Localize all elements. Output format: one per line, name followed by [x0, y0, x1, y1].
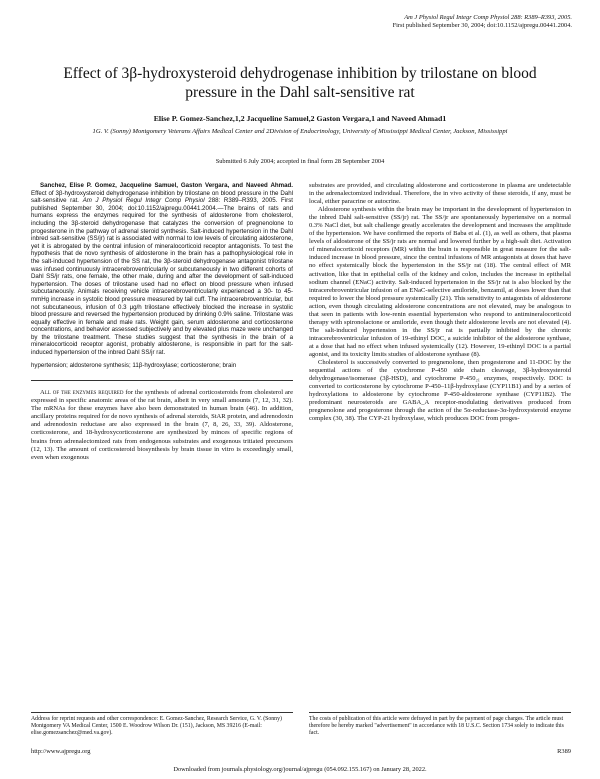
abstract-text: The brains of rats and humans express the enzymes required for the synthesis of aldosterone from cholesterol, including the 3β-steroid dehydrogenase that catalyzes the conversion of pregnenolone to progesterone in the pathway of adrenal steroid synthesis. Salt-induced hypertension in the Dahl inbred salt-sensitive (SS/jr) rat is associated with normal to low levels of circulating aldosterone, yet it is abrogated by the central infusion of mineralocorticoid receptor antagonists. To test the hypothesis that de novo synthesis of aldosterone in the brain has a pathophysiological role in the salt-induced hypertension of the SS rat, the 3β-steroid dehydrogenase antagonist trilostane was infused continuously intracerebroventricularly or subcutaneously in two different cohorts of Dahl SS/jr rats, one female, the other male, during and after the development of salt-induced hypertension. The doses of trilostane used had no effect on blood pressure when infused subcutaneously. Animals receiving vehicle intracerebroventricularly experienced a 30- to 45-mmHg increase in systolic blood pressure measured by tail cuff. The intracerebroventricular, but not subcutaneous, infusion of 0.3 μg/h trilostane effectively blocked the increase in systolic blood pressure and reversed the hypertension produced by drinking 0.9% saline. Trilostane was equally effective in female and male rats. Weight gain, serum aldosterone and corticosterone concentrations, and behavior assessed subjectively and by elevated plus maze were unchanged by the trilostane treatment. These studies suggest that the synthesis in the brain of a mineralocorticoid receptor agonist, probably aldosterone, is responsible in part for the salt-induced hypertension of the inbred Dahl SS/jr rat. — [31, 204, 293, 357]
page-charges-footnote: The costs of publication of this article were defrayed in part by the payment of page charges. The article must therefore be hereby marked "advertisement" in accordance with 18 U.S.C. Section 1734 solely to indicate this fact. — [309, 712, 571, 737]
journal-citation: Am J Physiol Regul Integr Comp Physiol 288: R389–R393, 2005. — [404, 14, 572, 21]
journal-header — [393, 14, 572, 30]
intro-text — [31, 389, 293, 461]
article-title: Effect of 3β-hydroxysteroid dehydrogenase inhibition by trilostane on blood pressure in the Dahl salt-sensitive rat — [63, 65, 537, 101]
intro-paragraph-1: for the synthesis of adrenal corticosteroids from cholesterol are expressed in specific anatomic areas of the rat brain, albeit in very small amounts (7, 12, 31, 32). The mRNAs for these enzymes have also been demonstrated in human brain (46). In addition, ancillary proteins required for de novo synthesis of adrenal steroids, StAR protein, and adrenodoxin and adrenodoxin reductase are also expressed in the brain (7, 8, 26, 33, 39). Aldosterone, corticosterone, and 18-hydroxycorticosterone are synthesized by minces of specific regions of brains from adrenalectomized rats from endogenous substrates and exogenous tritiated precursors (12, 13). The amount of corticosteroid biosynthesis by brain tissue in vitro is exceedingly small, even when exogenous — [31, 389, 293, 461]
body-paragraph-3: Cholesterol is successively converted to pregnenolone, then progesterone and 11-DOC by the sequential actions of the cytochrome P-450 side chain cleavage, 3β-hydroxysteroid dehydrogenase/isomerase (3β-HSD), and cytochrome P-450₂₁ enzymes, respectively. DOC is converted to corticosterone by cytochrome P-450–11β-hydroxylase (CYP11B1) and by a series of hydroxylations to aldosterone by cytochrome P-450-aldosterone synthase (CYP11B2). The predominant neurosteroids are GABA_A receptor-modulating derivatives produced from pregnenolone and progesterone through the action of the 5α-reductase-3α-hydroxysteroid enzyme complex (30, 38). The CYP-21 hydroxylase, which produces DOC from proges- — [309, 359, 571, 423]
keywords: hypertension; aldosterone synthesis; 11β-hydroxylase; corticosterone; brain — [31, 361, 237, 369]
body-paragraph-1: substrates are provided, and circulating aldosterone and corticosterone in plasma are undetectable in the adrenalectomized individual. Therefore, the in vivo activity of these steroids, if any, must be local, either paracrine or autocrine. — [309, 182, 571, 206]
journal-url-link[interactable]: http://www.ajpregu.org — [31, 748, 91, 755]
author-list: Elise P. Gomez-Sanchez,1,2 Jacqueline Samuel,2 Gaston Vergara,1 and Naveed Ahmad1 — [153, 114, 447, 123]
abstract — [31, 182, 293, 357]
correspondence-footnote: Address for reprint requests and other correspondence: E. Gomez-Sanchez, Research Service, G. V. (Sonny) Montgomery VA Medical Center, 1500 E. Woodrow Wilson Dr. (151), Jackson, MS 39216 (E-mail: elise.gomezsanchez@med.va.gov). — [31, 712, 293, 737]
submission-dates: Submitted 6 July 2004; accepted in final form 28 September 2004 — [215, 158, 385, 165]
abstract-citation-title: Effect of 3β-hydroxysteroid dehydrogenase inhibition by trilostane on blood pressure in the Dahl salt-sensitive rat. — [31, 189, 293, 205]
body-paragraph-2: Aldosterone synthesis within the brain may be important in the development of hypertension in the inbred Dahl salt-sensitive (SS/jr) rat. The SS/jr are spontaneously hypertensive on a normal 0.3% NaCl diet, but salt challenge greatly accelerates the development and increases the amplitude of the hypertension. We have confirmed the reports of Baba et al. (1), as well as others, that plasma levels of aldosterone of the SS/jr rats are normal and lowered further by a high-salt diet. Activation of mineralocorticoid receptors (MR) within the brain is responsible in great measure for the salt-induced increase in blood pressure, since the central infusions of MR antagonists at doses that have no effect systemically block the hypertension in the SS/jr rat (18). The central effect of MR activation, like that in epithelial cells of the kidney and colon, includes the increase in epithelial sodium channel (ENaC) activity. Salt-induced hypertension in the SS/jr rat is also blocked by the intracerebroventricular infusion of an ENaC-selective amiloride, benzamil, at doses lower than that required to lower the blood pressure systemically (21). This sensitivity to antagonists of aldosterone action, even though circulating aldosterone concentrations are not elevated, may be analogous to that seen in patients with low-renin essential hypertension who respond to antimineralocorticoid therapy with spironolactone or amiloride, even though their aldosterone levels are not elevated (4). The salt-induced hypertension in the SS/jr rat is partially inhibited by the chronic intracerebroventricular infusion of 19-ethinyl DOC, a suicide inhibitor of the aldosterone synthase, at a dose that had no effect when infused systemically (12). However, 19-ethinyl DOC is a partial agonist, and its toxicity limits studies of aldosterone synthase (8). — [309, 206, 571, 358]
abstract-citation-authors: Sanchez, Elise P. Gomez, Jacqueline Samuel, Gaston Vergara, and Naveed Ahmad. — [40, 182, 293, 189]
abstract-citation-rest: 288: R389–R393, 2005. First published September 30, 2004; doi:10.1152/ajpregu.00441.2004.— — [31, 197, 293, 212]
left-column — [31, 182, 293, 462]
abstract-citation-journal: Am J Physiol Regul Integr Comp Physiol — [82, 197, 205, 205]
right-column — [309, 182, 571, 423]
first-published: First published September 30, 2004; doi:10.1152/ajpregu.00441.2004. — [392, 22, 572, 29]
section-divider — [31, 380, 293, 381]
intro-lead-in: All of the enzymes required — [40, 389, 124, 397]
page-number: R389 — [557, 748, 571, 755]
affiliations: 1G. V. (Sonny) Montgomery Veterans Affairs Medical Center and 2Division of Endocrinology, University of Mississippi Medical Center, Jackson, Mississippi — [92, 128, 508, 135]
download-notice: Downloaded from journals.physiology.org/journal/ajpregu (054.092.155.167) on January 28, 2022. — [173, 766, 427, 773]
